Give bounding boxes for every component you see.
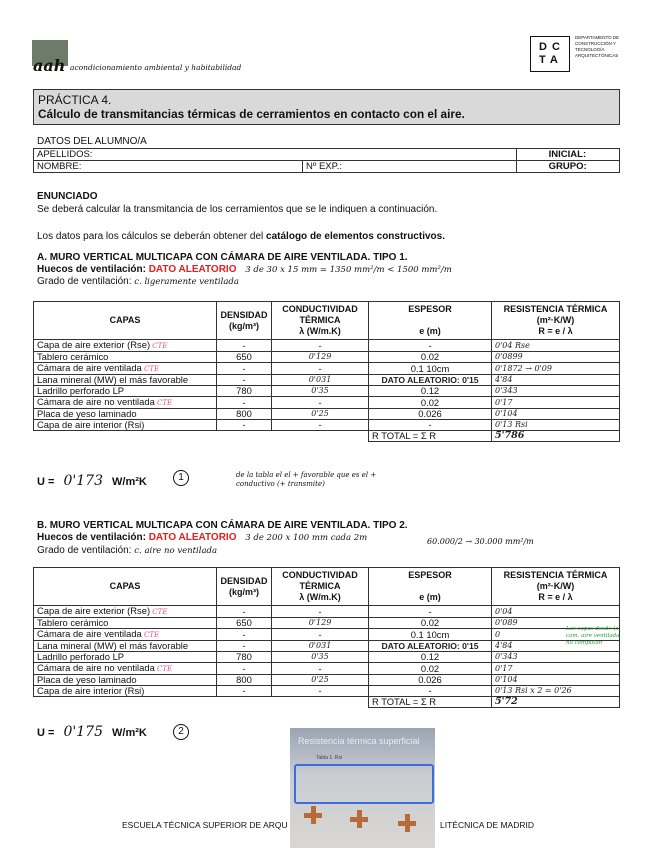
- table-row: [34, 663, 620, 675]
- col-conductividad-unit-b: λ (W/m.K): [299, 592, 341, 602]
- col-densidad-label-b: DENSIDAD: [220, 575, 268, 586]
- density-cell: -: [217, 340, 272, 352]
- layer-name: Cámara de aire ventilada: [37, 628, 142, 639]
- photo-highlight-box: [294, 764, 434, 804]
- thickness-cell: 0.02: [369, 397, 492, 409]
- table-row: [34, 629, 620, 641]
- density-cell: 800: [217, 675, 272, 686]
- conductivity-cell: -: [272, 363, 369, 375]
- resistance-cell: 0'104: [492, 409, 620, 420]
- nexp-field[interactable]: [303, 161, 517, 173]
- layer-name-cell: [34, 629, 217, 641]
- student-table: [33, 148, 620, 173]
- practice-title-box: [33, 89, 620, 125]
- layer-name: Cámara de aire no ventilada: [37, 396, 155, 407]
- grupo-field[interactable]: [516, 161, 619, 173]
- section-a-huecos: [37, 264, 452, 275]
- conductivity-cell: -: [272, 420, 369, 431]
- col-resistencia-b: [492, 568, 620, 606]
- conductivity-cell: 0'129: [272, 352, 369, 363]
- col-conductividad-label: CONDUCTIVIDAD TÉRMICA: [282, 304, 358, 325]
- logo-subtitle: acondicionamiento ambiental y habitabilidad: [70, 63, 242, 72]
- reference-photo: [290, 728, 435, 848]
- table-row: [34, 420, 620, 431]
- density-cell: -: [217, 375, 272, 386]
- col-densidad-unit: (kg/m³): [229, 320, 259, 331]
- layer-name: Capa de aire exterior (Rse): [37, 339, 151, 350]
- side-note-b: Las capas desde la cam. aire ventilada no computan: [566, 626, 620, 646]
- photo-cross-1: [304, 806, 322, 824]
- table-row: [34, 641, 620, 652]
- inicial-label: INICIAL:: [548, 149, 587, 160]
- thickness-cell: DATO ALEATORIO: 0'15: [369, 641, 492, 652]
- resistance-cell: 0'343: [492, 652, 620, 663]
- thickness-cell: 0.02: [369, 352, 492, 363]
- table-row: [34, 618, 620, 629]
- resistance-cell: 0: [492, 629, 620, 641]
- nombre-label: NOMBRE:: [37, 161, 82, 172]
- table-row: [34, 606, 620, 618]
- u-value: 0'173: [63, 473, 103, 489]
- photo-title: Resistencia térmica superficial: [298, 736, 420, 746]
- thickness-cell: -: [369, 606, 492, 618]
- layers-table-b: [33, 567, 620, 708]
- rtotal-blank: [34, 697, 369, 708]
- layer-name-cell: [34, 686, 217, 697]
- department-name: DEPARTAMENTO DE CONSTRUCCIÓN Y TECNOLOGÍA ARQUITECTÓNICAS: [575, 35, 620, 58]
- col-capas-label-b: CAPAS: [109, 581, 141, 591]
- rtotal-value: 5'786: [492, 431, 620, 442]
- layer-name: Cámara de aire ventilada: [37, 362, 142, 373]
- huecos-label: Huecos de ventilación:: [37, 264, 149, 275]
- density-cell: 800: [217, 409, 272, 420]
- apellidos-label: APELLIDOS:: [37, 149, 93, 160]
- huecos-handwritten-b: 3 de 200 x 100 mm cada 2m: [245, 533, 368, 543]
- col-capas-label: CAPAS: [109, 315, 141, 325]
- density-cell: -: [217, 686, 272, 697]
- enunciado-line1: Se deberá calcular la transmitancia de los cerramientos que se le indiquen a continuación.: [37, 204, 438, 215]
- col-conductividad-label-b: CONDUCTIVIDAD TÉRMICA: [282, 570, 358, 591]
- col-capas: [34, 302, 217, 340]
- thickness-cell: 0.12: [369, 652, 492, 663]
- section-b-huecos: [37, 532, 367, 543]
- thickness-cell: 0.02: [369, 663, 492, 675]
- photo-cross-2: [350, 810, 368, 828]
- section-a-u: [37, 473, 147, 489]
- table-row: [34, 363, 620, 375]
- col-espesor-unit: e (m): [419, 326, 441, 336]
- layer-name: Tablero cerámico: [37, 617, 109, 628]
- cte-tag: CTE: [154, 665, 173, 673]
- grupo-label: GRUPO:: [548, 161, 587, 172]
- huecos-label-b: Huecos de ventilación:: [37, 532, 149, 543]
- layer-name-cell: [34, 340, 217, 352]
- layer-name-cell: [34, 386, 217, 397]
- thickness-cell: -: [369, 420, 492, 431]
- conductivity-cell: 0'35: [272, 386, 369, 397]
- density-cell: -: [217, 363, 272, 375]
- grado-label: Grado de ventilación:: [37, 276, 135, 287]
- layer-name: Lana mineral (MW) el más favorable: [37, 640, 189, 651]
- table-row: [34, 652, 620, 663]
- layer-name-cell: [34, 363, 217, 375]
- col-capas-b: [34, 568, 217, 606]
- col-densidad-b: [217, 568, 272, 606]
- table-row: [34, 352, 620, 363]
- layer-name: Ladrillo perforado LP: [37, 385, 125, 396]
- layer-name: Tablero cerámico: [37, 351, 109, 362]
- resistance-cell: 0'1872 → 0'09: [492, 363, 620, 375]
- thickness-cell: 0.1 10cm: [369, 363, 492, 375]
- col-densidad-label: DENSIDAD: [220, 309, 268, 320]
- layer-name-cell: [34, 641, 217, 652]
- dato-aleatorio-tag: DATO ALEATORIO: [148, 264, 237, 275]
- resistance-cell: 0'17: [492, 397, 620, 409]
- conductivity-cell: -: [272, 629, 369, 641]
- section-b-u: [37, 724, 147, 740]
- section-a-grado: [37, 276, 239, 287]
- resistance-cell: 4'84: [492, 375, 620, 386]
- layer-name-cell: [34, 663, 217, 675]
- u-value-b: 0'175: [63, 724, 103, 740]
- table-row: [34, 375, 620, 386]
- layer-name-cell: [34, 606, 217, 618]
- rtotal-row: [34, 697, 620, 708]
- dcta-logo: [530, 36, 570, 72]
- rtotal-label: R TOTAL = Σ R: [369, 697, 492, 708]
- rtotal-row: [34, 431, 620, 442]
- conductivity-cell: 0'129: [272, 618, 369, 629]
- practice-title: Cálculo de transmitancias térmicas de cerramientos en contacto con el aire.: [38, 107, 465, 121]
- density-cell: -: [217, 606, 272, 618]
- conductivity-cell: 0'25: [272, 675, 369, 686]
- layer-name-cell: [34, 375, 217, 386]
- thickness-cell: -: [369, 686, 492, 697]
- thickness-cell: 0.026: [369, 409, 492, 420]
- cte-tag: CTE: [150, 342, 168, 350]
- enunciado-line2: [37, 231, 445, 242]
- col-espesor-label-b: ESPESOR: [408, 570, 452, 580]
- nombre-field[interactable]: [34, 161, 303, 173]
- layer-name-cell: [34, 420, 217, 431]
- grado-handwritten: c. ligeramente ventilada: [134, 277, 239, 287]
- resistance-cell: 0'343: [492, 386, 620, 397]
- layers-table-a: [33, 301, 620, 442]
- layer-name: Placa de yeso laminado: [37, 408, 137, 419]
- layer-name: Capa de aire interior (Rsi): [37, 419, 145, 430]
- layer-name: Cámara de aire no ventilada: [37, 662, 155, 673]
- col-resistencia: [492, 302, 620, 340]
- layer-name-cell: [34, 618, 217, 629]
- resistance-cell: 0'0899: [492, 352, 620, 363]
- huecos-handwritten: 3 de 30 x 15 mm = 1350 mm²/m < 1500 mm²/m: [245, 265, 452, 275]
- col-resistencia-formula: R = e / λ: [538, 326, 573, 336]
- col-conductividad-unit: λ (W/m.K): [299, 326, 341, 336]
- apellidos-field[interactable]: [34, 149, 517, 161]
- catalog-reference: catálogo de elementos constructivos.: [266, 231, 445, 242]
- photo-table-label: Tabla 1. Rsi: [316, 755, 343, 761]
- layer-name-cell: [34, 409, 217, 420]
- conductivity-cell: -: [272, 606, 369, 618]
- col-espesor: [369, 302, 492, 340]
- density-cell: 650: [217, 618, 272, 629]
- cte-tag: CTE: [154, 399, 173, 407]
- layer-name: Ladrillo perforado LP: [37, 651, 125, 662]
- layer-name: Capa de aire exterior (Rse): [37, 605, 151, 616]
- resistance-cell: 0'04 Rse: [492, 340, 620, 352]
- density-cell: 780: [217, 386, 272, 397]
- table-row: [34, 397, 620, 409]
- resistance-cell: 0'089: [492, 618, 620, 629]
- section-a-note: de la tabla el el + favorable que es el + conductivo (+ transmite): [236, 471, 377, 488]
- conductivity-cell: -: [272, 397, 369, 409]
- resistance-cell: 0'13 Rsi x 2 = 0'26: [492, 686, 620, 697]
- col-resistencia-label-b: RESISTENCIA TÉRMICA: [503, 570, 608, 580]
- col-densidad: [217, 302, 272, 340]
- col-conductividad: [272, 302, 369, 340]
- density-cell: -: [217, 629, 272, 641]
- layer-name-cell: [34, 675, 217, 686]
- layer-name: Lana mineral (MW) el más favorable: [37, 374, 189, 385]
- layer-name: Placa de yeso laminado: [37, 674, 137, 685]
- table-row: [34, 675, 620, 686]
- grado-handwritten-b: c. aire no ventilada: [134, 546, 218, 556]
- col-espesor-label: ESPESOR: [408, 304, 452, 314]
- nexp-label: Nº EXP.:: [306, 161, 343, 172]
- rtotal-blank: [34, 431, 369, 442]
- density-cell: -: [217, 397, 272, 409]
- col-resistencia-unit-b: (m²·K/W): [536, 581, 575, 591]
- conductivity-cell: 0'25: [272, 409, 369, 420]
- thickness-cell: 0.026: [369, 675, 492, 686]
- conductivity-cell: 0'031: [272, 375, 369, 386]
- logo-mark: aah: [33, 56, 66, 75]
- density-cell: 780: [217, 652, 272, 663]
- thickness-cell: DATO ALEATORIO: 0'15: [369, 375, 492, 386]
- rtotal-label: R TOTAL = Σ R: [369, 431, 492, 442]
- density-cell: -: [217, 663, 272, 675]
- conductivity-cell: 0'35: [272, 652, 369, 663]
- footer-left: ESCUELA TÉCNICA SUPERIOR DE ARQU: [122, 820, 288, 830]
- col-resistencia-label: RESISTENCIA TÉRMICA: [503, 304, 608, 314]
- enunciado-line2-prefix: Los datos para los cálculos se deberán obtener del: [37, 231, 267, 242]
- density-cell: -: [217, 420, 272, 431]
- density-cell: -: [217, 641, 272, 652]
- section-b-grado: [37, 545, 217, 556]
- thickness-cell: 0.1 10cm: [369, 629, 492, 641]
- density-cell: 650: [217, 352, 272, 363]
- cte-tag: CTE: [141, 365, 160, 373]
- u-label: U =: [37, 476, 55, 488]
- enunciado-heading: ENUNCIADO: [37, 191, 98, 202]
- layer-name-cell: [34, 397, 217, 409]
- layer-name-cell: [34, 352, 217, 363]
- section-b-title: B. MURO VERTICAL MULTICAPA CON CÁMARA DE AIRE VENTILADA. TIPO 2.: [37, 520, 408, 531]
- table-row: [34, 386, 620, 397]
- col-densidad-unit-b: (kg/m³): [229, 586, 259, 597]
- table-row: [34, 409, 620, 420]
- section-a-title: A. MURO VERTICAL MULTICAPA CON CÁMARA DE AIRE VENTILADA. TIPO 1.: [37, 252, 408, 263]
- grado-label-b: Grado de ventilación:: [37, 545, 135, 556]
- inicial-field[interactable]: [516, 149, 619, 161]
- resistance-cell: 0'04: [492, 606, 620, 618]
- thickness-cell: -: [369, 340, 492, 352]
- cte-tag: CTE: [150, 608, 168, 616]
- col-espesor-b: [369, 568, 492, 606]
- u-label-b: U =: [37, 727, 55, 739]
- conductivity-cell: -: [272, 663, 369, 675]
- circle-number-2: 2: [173, 724, 189, 740]
- col-espesor-unit-b: e (m): [419, 592, 441, 602]
- thickness-cell: 0.02: [369, 618, 492, 629]
- conductivity-cell: -: [272, 686, 369, 697]
- student-section-title: DATOS DEL ALUMNO/A: [37, 136, 147, 147]
- cte-tag: CTE: [141, 631, 160, 639]
- thickness-cell: 0.12: [369, 386, 492, 397]
- resistance-cell: 0'104: [492, 675, 620, 686]
- u-unit-b: W/m²K: [112, 727, 147, 739]
- rtotal-value: 5'72: [492, 697, 620, 708]
- dcta-letters: DC TA: [539, 41, 565, 66]
- resistance-cell: 0'17: [492, 663, 620, 675]
- col-resistencia-formula-b: R = e / λ: [538, 592, 573, 602]
- table-row: [34, 340, 620, 352]
- table-row: [34, 686, 620, 697]
- resistance-cell: 0'13 Rsi: [492, 420, 620, 431]
- col-conductividad-b: [272, 568, 369, 606]
- layer-name: Capa de aire interior (Rsi): [37, 685, 145, 696]
- photo-cross-3: [398, 814, 416, 832]
- practice-number: PRÁCTICA 4.: [38, 93, 112, 107]
- circle-number-1: 1: [173, 470, 189, 486]
- huecos-calc-b: 60.000/2 → 30.000 mm²/m: [427, 537, 534, 546]
- conductivity-cell: -: [272, 340, 369, 352]
- col-resistencia-unit: (m²·K/W): [536, 315, 575, 325]
- u-unit: W/m²K: [112, 476, 147, 488]
- conductivity-cell: 0'031: [272, 641, 369, 652]
- footer-right: LITÉCNICA DE MADRID: [440, 820, 534, 830]
- resistance-cell: 4'84: [492, 641, 620, 652]
- dato-aleatorio-tag-b: DATO ALEATORIO: [148, 532, 237, 543]
- layer-name-cell: [34, 652, 217, 663]
